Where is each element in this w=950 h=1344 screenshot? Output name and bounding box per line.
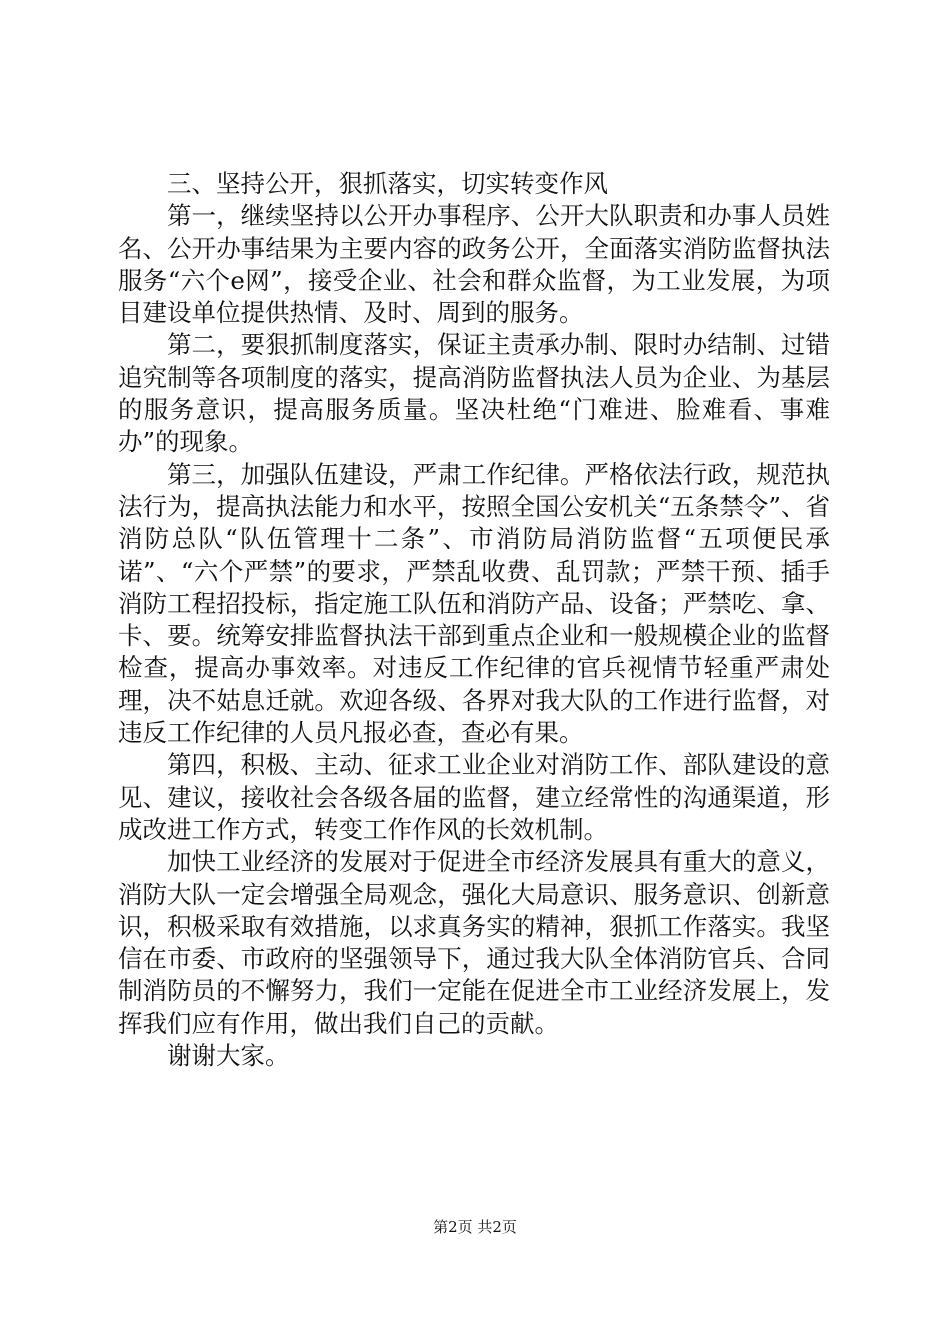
paragraph-5: 加快工业经济的发展对于促进全市经济发展具有重大的意义，消防大队一定会增强全局观念，强化大局意识、服务意识、创新意识，积极采取有效措施，以求真务实的精神，狠抓工作落实。我坚信在市委、市政府的坚强领导下，通过我大队全体消防官兵、合同制消防员的不懈努力，我们一定能在促进全市工业经济发展上，发挥我们应有作用，做出我们自己的贡献。	[118, 847, 830, 1038]
paragraph-2: 第二，要狠抓制度落实，保证主责承办制、限时办结制、过错追究制等各项制度的落实，提高消防监督执法人员为企业、为基层的服务意识，提高服务质量。坚决杜绝“门难进、脸难看、事难办”的现象。	[118, 330, 830, 457]
paragraph-4: 第四，积极、主动、征求工业企业对消防工作、部队建设的意见、建议，接收社会各级各届的监督，建立经常性的沟通渠道，形成改进工作方式，转变工作作风的长效机制。	[118, 750, 830, 844]
section-heading: 三、坚持公开，狠抓落实，切实转变作风	[167, 169, 608, 198]
closing-line: 谢谢大家。	[167, 1041, 290, 1071]
page-number-footer: 第2页 共2页	[433, 1218, 517, 1236]
paragraph-1: 第一，继续坚持以公开办事程序、公开大队职责和办事人员姓名、公开办事结果为主要内容的政务公开，全面落实消防监督执法服务“六个e网”，接受企业、社会和群众监督，为工业发展，为项目建设单位提供热情、及时、周到的服务。	[118, 201, 830, 328]
document-body	[118, 168, 830, 1072]
paragraph-3: 第三，加强队伍建设，严肃工作纪律。严格依法行政，规范执法行为，提高执法能力和水平，按照全国公安机关“五条禁令”、省消防总队“队伍管理十二条”、市消防局消防监督“五项便民承诺”、“六个严禁”的要求，严禁乱收费、乱罚款；严禁干预、插手消防工程招投标，指定施工队伍和消防产品、设备；严禁吃、拿、卡、要。统筹安排监督执法干部到重点企业和一般规模企业的监督检查，提高办事效率。对违反工作纪律的官兵视情节轻重严肃处理，决不姑息迁就。欢迎各级、各界对我大队的工作进行监督，对违反工作纪律的人员凡报必查，查必有果。	[118, 459, 830, 748]
